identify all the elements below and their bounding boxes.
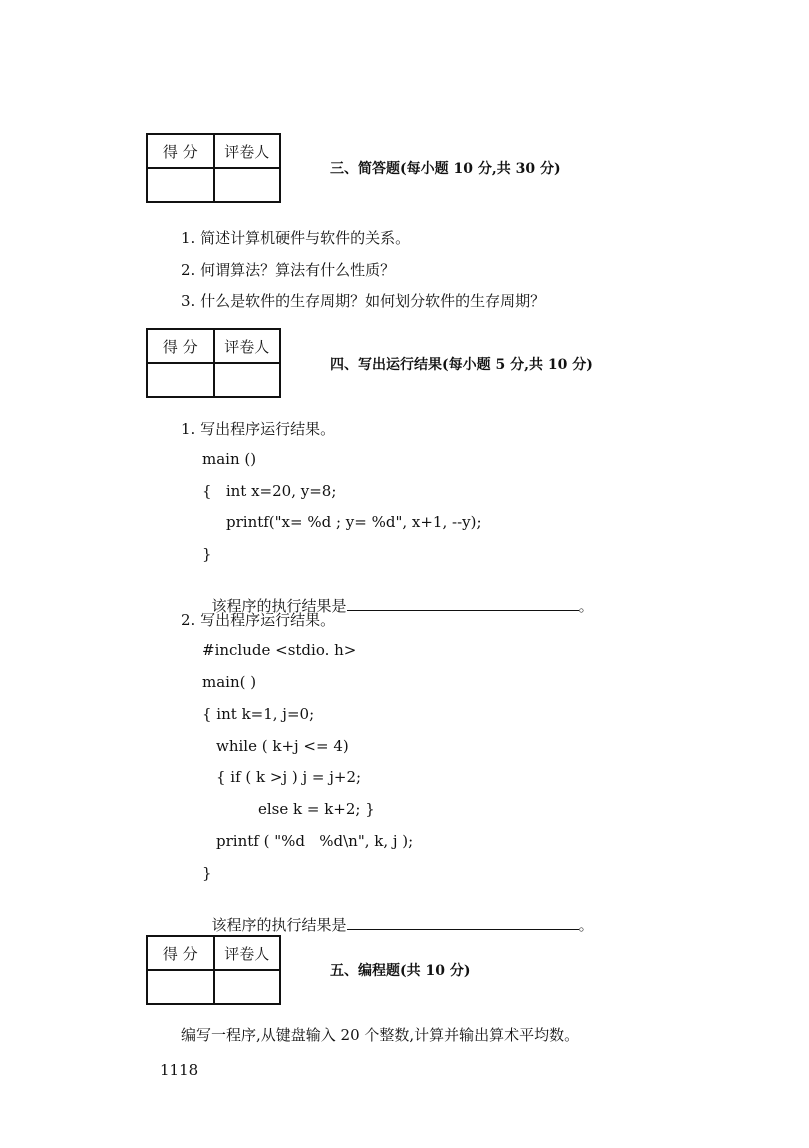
grader-label: 评卷人: [214, 329, 281, 363]
code-line: { if ( k >j ) j = j+2;: [216, 768, 362, 786]
grader-cell[interactable]: [214, 168, 281, 202]
grader-cell[interactable]: [214, 970, 281, 1004]
section4-q2-label: 2. 写出程序运行结果。: [181, 611, 336, 629]
code-line: }: [202, 864, 212, 882]
code-line: printf("x= %d ; y= %d", x+1, --y);: [226, 513, 482, 531]
answer-line-2: [202, 896, 594, 935]
answer-blank[interactable]: [347, 596, 579, 611]
score-label: 得 分: [147, 134, 214, 168]
score-table: [146, 328, 281, 398]
score-cell[interactable]: [147, 970, 214, 1004]
answer-blank[interactable]: [347, 915, 579, 930]
code-line: { int x=20, y=8;: [202, 482, 337, 500]
score-cell[interactable]: [147, 363, 214, 397]
section3-question-2: 2. 何谓算法？算法有什么性质？: [181, 261, 396, 279]
code-line: }: [202, 545, 212, 563]
section4-title: 四、写出运行结果(每小题 5 分,共 10 分): [330, 357, 593, 373]
answer-prompt: 该程序的执行结果是: [211, 916, 347, 934]
section3-question-1: 1. 简述计算机硬件与软件的关系。: [181, 229, 411, 247]
code-line: while ( k+j <= 4): [216, 737, 349, 755]
section5-task: 编写一程序,从键盘输入 20 个整数,计算并输出算术平均数。: [181, 1026, 580, 1044]
code-line: main (): [202, 450, 257, 468]
section4-q1-label: 1. 写出程序运行结果。: [181, 420, 336, 438]
answer-end: 。: [578, 916, 594, 934]
score-table: [146, 133, 281, 203]
section3-question-3: 3. 什么是软件的生存周期？如何划分软件的生存周期？: [181, 292, 546, 310]
code-line: printf ( "%d %d\n", k, j );: [216, 832, 414, 850]
grader-label: 评卷人: [214, 936, 281, 970]
score-label: 得 分: [147, 329, 214, 363]
answer-end: 。: [578, 597, 594, 615]
grader-cell[interactable]: [214, 363, 281, 397]
answer-prompt: 该程序的执行结果是: [211, 597, 347, 615]
code-line: { int k=1, j=0;: [202, 705, 315, 723]
grader-label: 评卷人: [214, 134, 281, 168]
score-cell[interactable]: [147, 168, 214, 202]
section3-title: 三、简答题(每小题 10 分,共 30 分): [330, 161, 561, 177]
score-table: [146, 935, 281, 1005]
score-label: 得 分: [147, 936, 214, 970]
code-line: #include <stdio. h>: [202, 641, 357, 659]
page-number: 1118: [160, 1061, 199, 1079]
code-line: main( ): [202, 673, 257, 691]
section5-title: 五、编程题(共 10 分): [330, 963, 471, 979]
code-line: else k = k+2; }: [258, 800, 375, 818]
